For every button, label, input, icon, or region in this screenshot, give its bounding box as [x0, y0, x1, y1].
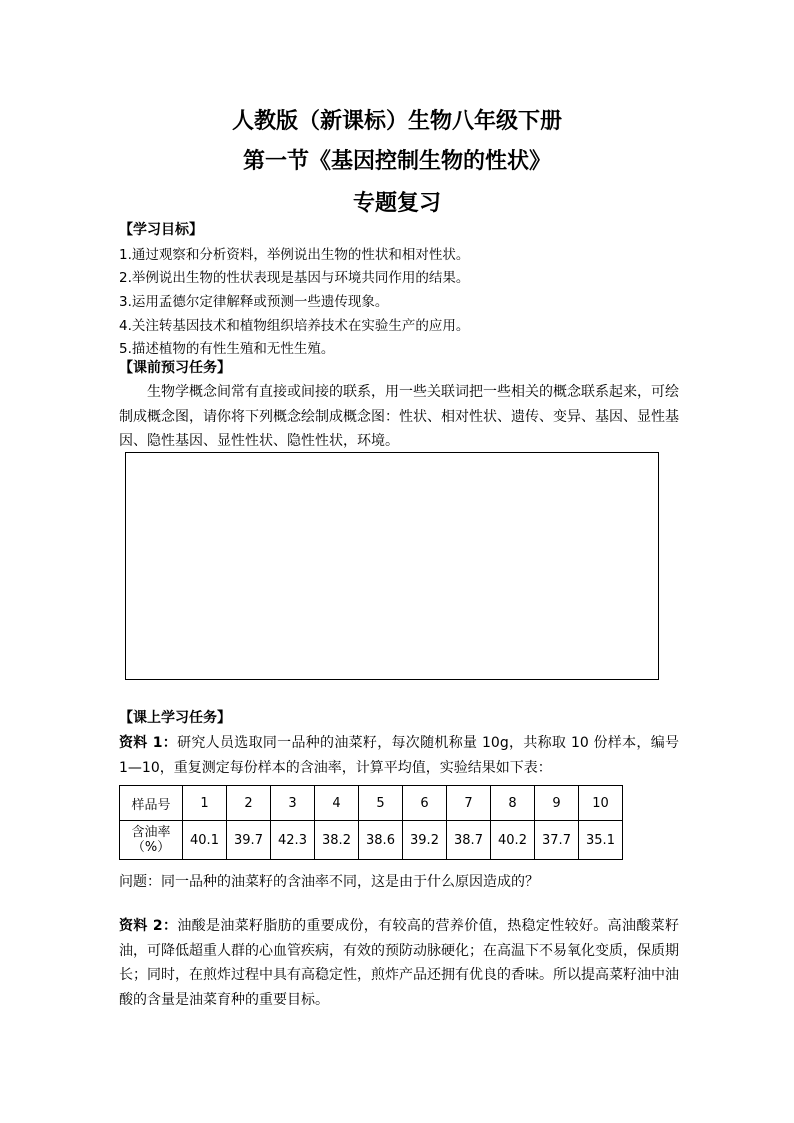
question-text: 问题：同一品种的油菜籽的含油率不同，这是由于什么原因造成的？	[119, 874, 539, 890]
inclass-heading: 【课上学习任务】	[119, 710, 231, 726]
material-1	[119, 731, 679, 780]
material-1-text: 研究人员选取同一品种的油菜籽，每次随机称量 10g，共称取 10 份样本，编号 1—10，重复测定每份样本的含油率，计算平均值，实验结果如下表：	[119, 735, 679, 776]
table-cell: 1	[183, 786, 227, 821]
table-row-header: 样品号	[120, 786, 183, 821]
objective-item: 4.关注转基因技术和植物组织培养技术在实验生产的应用。	[119, 318, 470, 334]
table-row	[120, 821, 623, 860]
section-title: 第一节《基因控制生物的性状》	[242, 149, 551, 174]
table-cell: 5	[359, 786, 403, 821]
material-1-label: 资料 1：	[119, 735, 178, 751]
table-cell: 37.7	[535, 821, 579, 860]
material-2-label: 资料 2：	[119, 918, 178, 934]
objectives-heading: 【学习目标】	[119, 222, 203, 238]
table-cell: 42.3	[271, 821, 315, 860]
objective-item: 1.通过观察和分析资料，举例说出生物的性状和相对性状。	[119, 247, 470, 263]
table-cell: 40.2	[491, 821, 535, 860]
table-cell: 8	[491, 786, 535, 821]
row-header-line: 含油率	[131, 825, 171, 840]
table-cell: 40.1	[183, 821, 227, 860]
objective-item: 2.举例说出生物的性状表现是基因与环境共同作用的结果。	[119, 270, 470, 286]
table-cell: 7	[447, 786, 491, 821]
table-cell: 2	[227, 786, 271, 821]
document-title: 人教版（新课标）生物八年级下册	[231, 109, 562, 134]
table-row-header	[120, 821, 183, 860]
table-cell: 39.2	[403, 821, 447, 860]
table-cell: 10	[579, 786, 623, 821]
row-header-unit: （%）	[131, 840, 171, 855]
objective-item: 3.运用孟德尔定律解释或预测一些遗传现象。	[119, 294, 389, 310]
table-cell: 3	[271, 786, 315, 821]
oil-content-table	[119, 785, 623, 860]
material-2	[119, 914, 679, 1012]
table-row	[120, 786, 623, 821]
table-cell: 39.7	[227, 821, 271, 860]
preview-heading: 【课前预习任务】	[119, 360, 231, 376]
table-cell: 35.1	[579, 821, 623, 860]
preview-text: 生物学概念间常有直接或间接的联系，用一些关联词把一些相关的概念联系起来，可绘制成概念图，请你将下列概念绘制成概念图：性状、相对性状、遗传、变异、基因、显性基因、隐性基因、显性性状、隐性性状，环境。	[119, 384, 679, 449]
table-cell: 38.7	[447, 821, 491, 860]
review-title: 专题复习	[352, 191, 441, 216]
material-2-text: 油酸是油菜籽脂肪的重要成份，有较高的营养价值，热稳定性较好。高油酸菜籽油，可降低超重人群的心血管疾病，有效的预防动脉硬化；在高温下不易氧化变质，保质期长；同时，在煎炸过程中具有高稳定性，煎炸产品还拥有优良的香味。所以提高菜籽油中油酸的含量是油菜育种的重要目标。	[119, 918, 680, 1008]
table-cell: 38.2	[315, 821, 359, 860]
table-cell: 38.6	[359, 821, 403, 860]
table-cell: 4	[315, 786, 359, 821]
table-cell: 6	[403, 786, 447, 821]
concept-map-drawing-area[interactable]	[125, 452, 659, 680]
table-cell: 9	[535, 786, 579, 821]
objective-item: 5.描述植物的有性生殖和无性生殖。	[119, 341, 335, 357]
